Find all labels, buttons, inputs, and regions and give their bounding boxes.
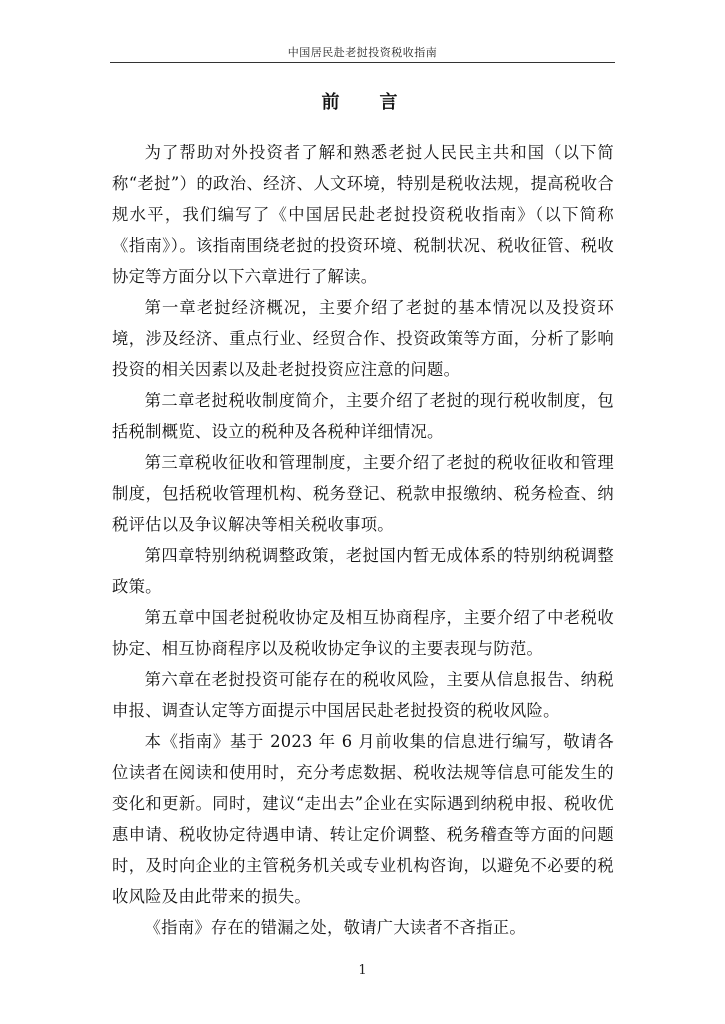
preface-body xyxy=(112,137,614,943)
page-number: 1 xyxy=(358,963,367,978)
paragraph-intro: 为了帮助对外投资者了解和熟悉老挝人民民主共和国（以下简称“老挝”）的政治、经济、人文环境，特别是税收法规，提高税收合规水平，我们编写了《中国居民赴老挝投资税收指南》（以下简称《指南》）。该指南围绕老挝的投资环境、税制状况、税收征管、税收协定等方面分以下六章进行了解读。 xyxy=(112,143,614,286)
paragraph-chapter-5: 第五章中国老挝税收协定及相互协商程序，主要介绍了中老税收协定、相互协商程序以及税收协定争议的主要表现与防范。 xyxy=(112,608,614,658)
paragraph-chapter-1: 第一章老挝经济概况，主要介绍了老挝的基本情况以及投资环境，涉及经济、重点行业、经贸合作、投资政策等方面，分析了影响投资的相关因素以及赴老挝投资应注意的问题。 xyxy=(112,298,614,379)
paragraph-chapter-2: 第二章老挝税收制度简介，主要介绍了老挝的现行税收制度，包括税制概览、设立的税种及各税种详细情况。 xyxy=(112,391,614,441)
running-header: 中国居民赴老挝投资税收指南 xyxy=(287,46,438,59)
page-title xyxy=(110,88,615,114)
paragraph-chapter-4: 第四章特别纳税调整政策，老挝国内暂无成体系的特别纳税调整政策。 xyxy=(112,546,614,596)
paragraph-closing: 《指南》存在的错漏之处，敬请广大读者不吝指正。 xyxy=(144,918,526,937)
paragraph-disclaimer: 本《指南》基于 2023 年 6 月前收集的信息进行编写，敬请各位读者在阅读和使用时，充分考虑数据、税收法规等信息可能发生的变化和更新。同时，建议“走出去”企业在实际遇到纳税申报、税收优惠申请、税收协定待遇申请、转让定价调整、税务稽查等方面的问题时，及时向企业的主管税务机关或专业机构咨询，以避免不必要的税收风险及由此带来的损失。 xyxy=(112,732,614,906)
paragraph-chapter-3: 第三章税收征收和管理制度，主要介绍了老挝的税收征收和管理制度，包括税收管理机构、税务登记、税款申报缴纳、税务检查、纳税评估以及争议解决等相关税收事项。 xyxy=(112,453,614,534)
page-title-part-2: 言 xyxy=(379,92,404,113)
page-title-part-1: 前 xyxy=(321,92,346,113)
header-divider xyxy=(110,62,615,63)
paragraph-chapter-6: 第六章在老挝投资可能存在的税收风险，主要从信息报告、纳税申报、调查认定等方面提示中国居民赴老挝投资的税收风险。 xyxy=(112,670,614,720)
